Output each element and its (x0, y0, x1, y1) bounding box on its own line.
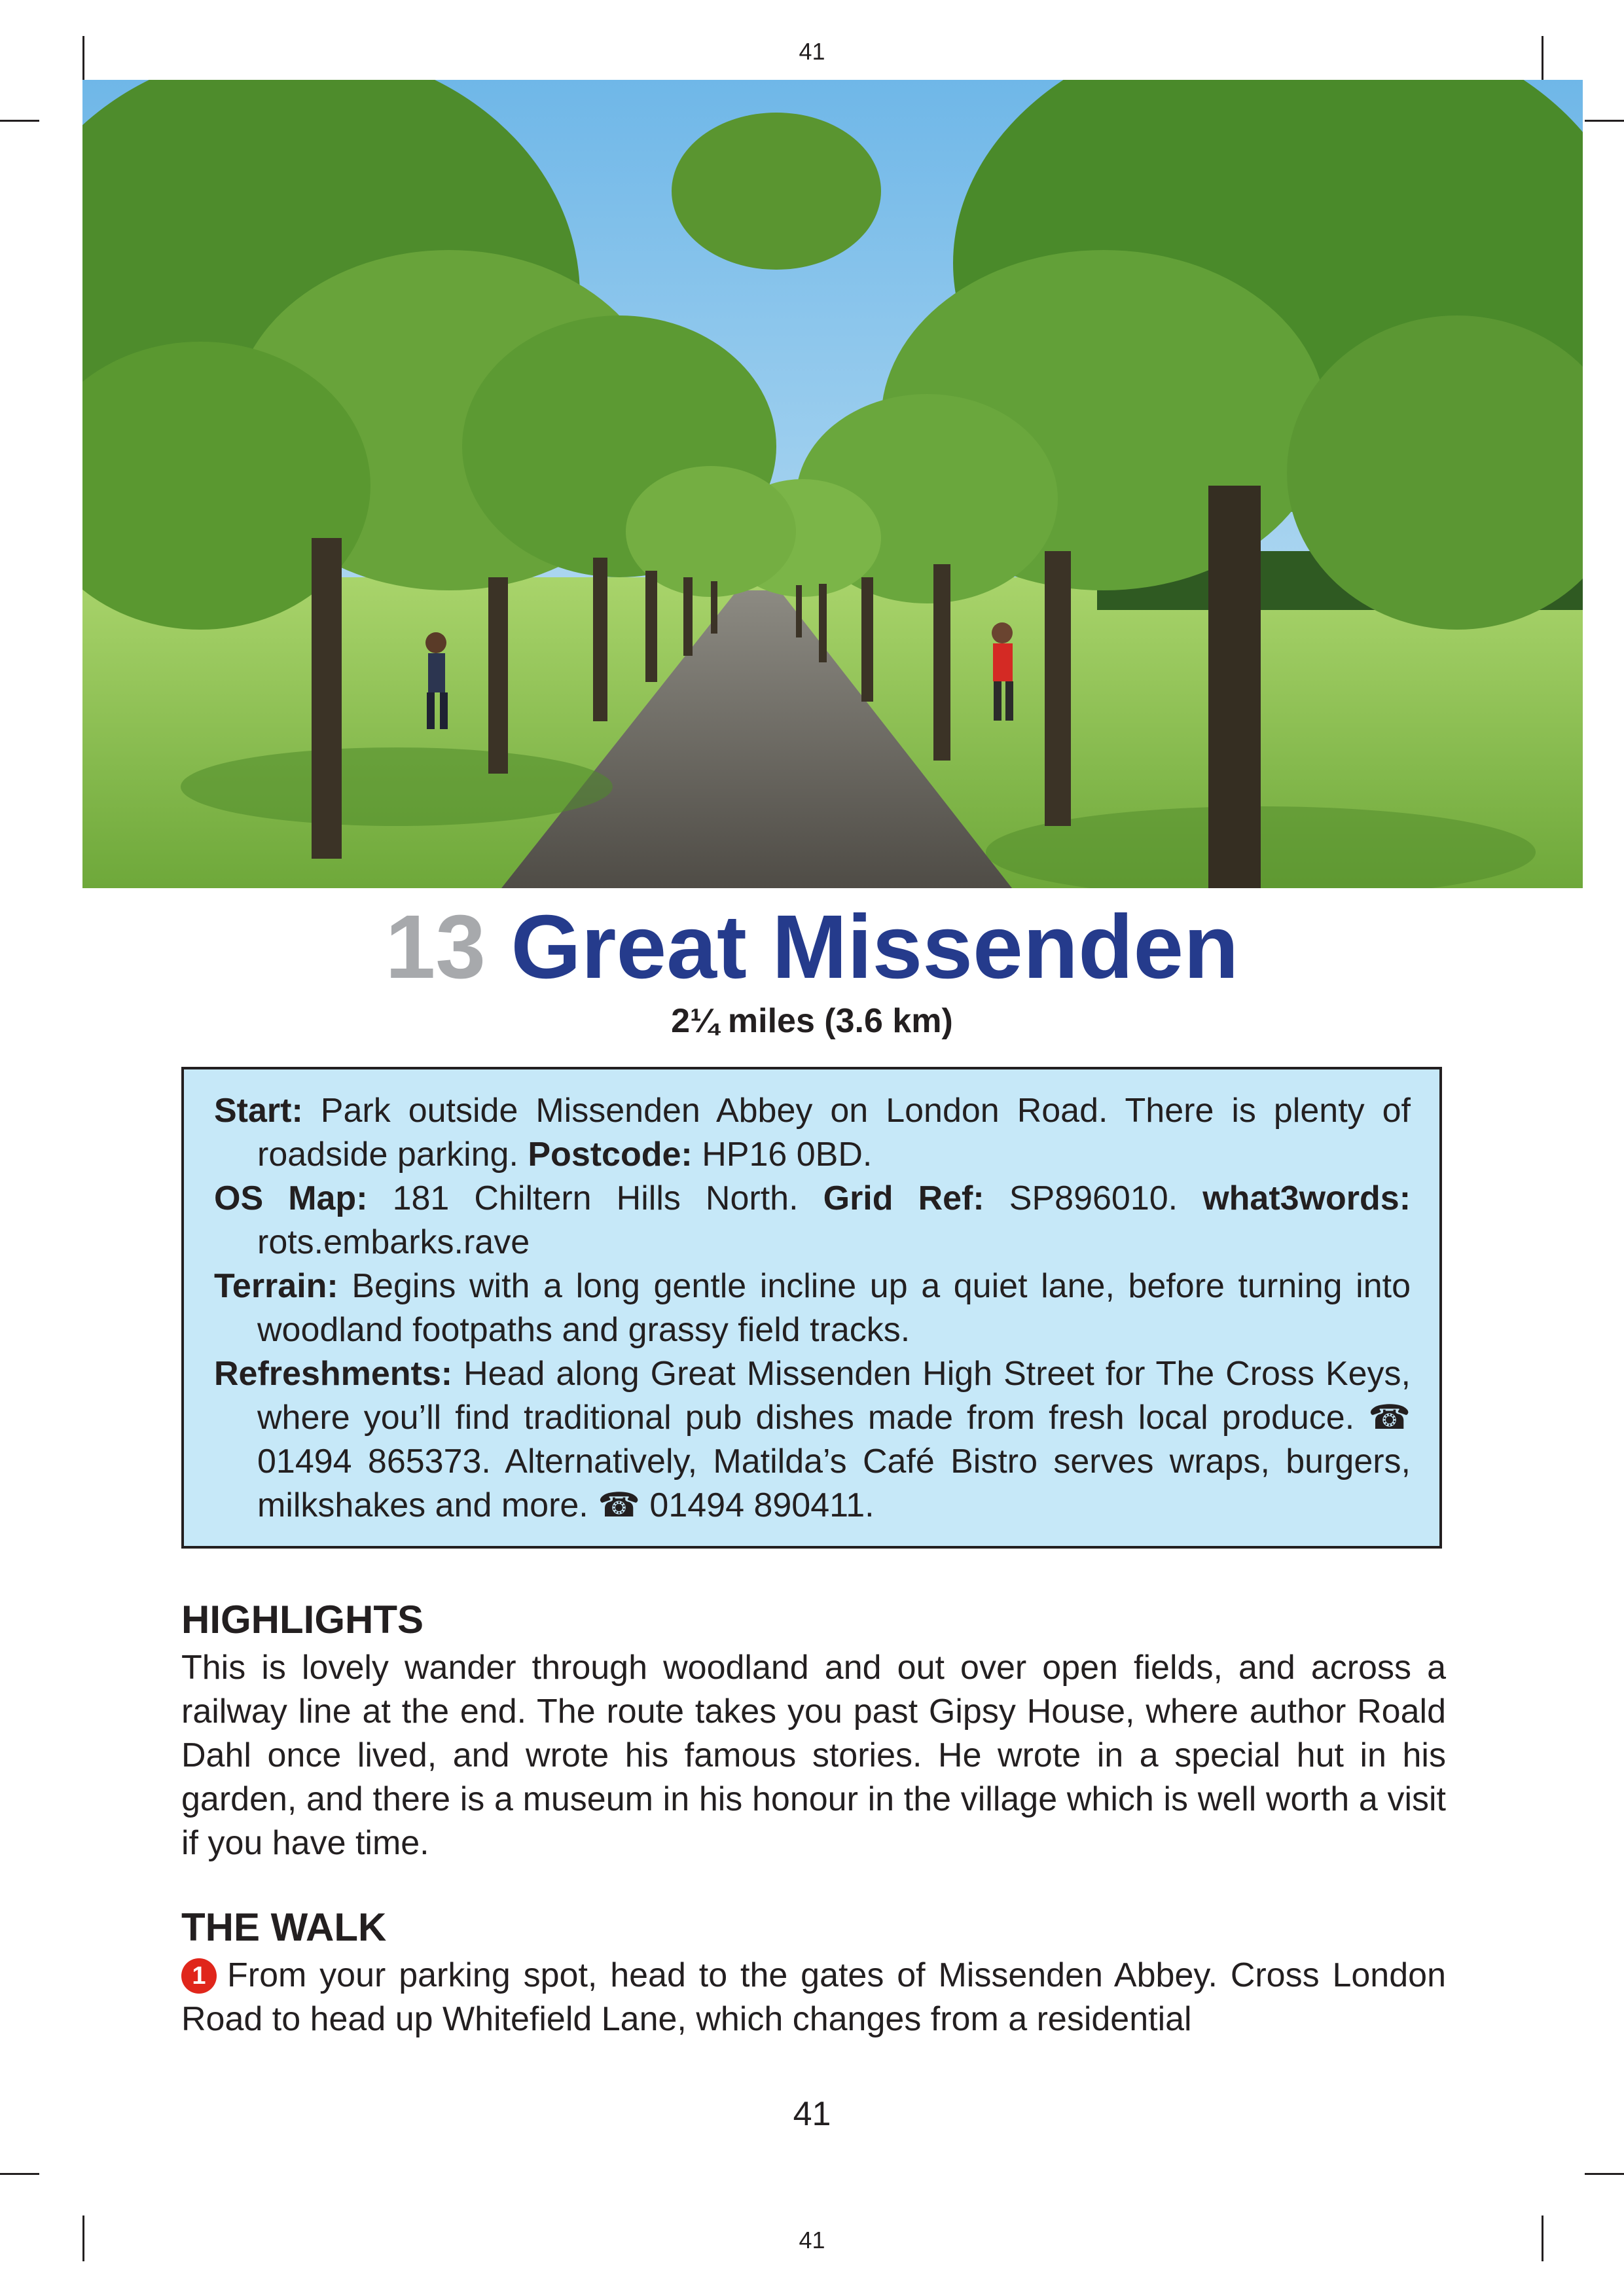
crop-mark (1585, 120, 1624, 122)
what3words-label: what3words: (1202, 1179, 1411, 1217)
postcode-text: HP16 0BD. (702, 1136, 873, 1174)
folio-bottom: 41 (799, 2227, 825, 2253)
osmap-label: OS Map: (214, 1179, 368, 1217)
walk-number: 13 (385, 897, 486, 997)
refreshments-label: Refreshments: (214, 1355, 453, 1393)
step-number-marker: 1 (181, 1958, 217, 1994)
tree-lined-path-photo (82, 80, 1583, 888)
start-text: Park outside Missenden Abbey on London Road. There is plenty of roadside parking. (257, 1092, 1411, 1174)
the-walk-heading: THE WALK (181, 1905, 387, 1949)
info-osmap (214, 1177, 1411, 1265)
postcode-label: Postcode: (528, 1136, 693, 1174)
terrain-text: Begins with a long gentle incline up a quiet lane, before turning into woodland footpaths and grassy field tracks. (257, 1267, 1411, 1349)
start-label: Start: (214, 1092, 303, 1130)
gridref-label: Grid Ref: (823, 1179, 984, 1217)
walk-step-1 (181, 1954, 1446, 2041)
terrain-label: Terrain: (214, 1267, 338, 1305)
walk-info-box (181, 1067, 1442, 1549)
crop-mark (0, 2173, 39, 2175)
gridref-text: SP896010. (1009, 1179, 1178, 1217)
walk-name: Great Missenden (511, 897, 1239, 997)
osmap-text: 181 Chiltern Hills North. (392, 1179, 799, 1217)
what3words-text: rots.embarks.rave (257, 1223, 530, 1261)
page-number: 41 (793, 2095, 831, 2133)
info-refreshments (214, 1352, 1411, 1528)
crop-mark (1585, 2173, 1624, 2175)
crop-mark (0, 120, 39, 122)
walk-distance: 2¼ miles (3.6 km) (671, 1002, 953, 1040)
highlights-text: This is lovely wander through woodland and out over open fields, and across a railway line at the end. The route takes you past Gipsy House, where author Roald Dahl once lived, and wrote his famous stories. He wrote in a special hut in his garden, and there is a museum in his honour in the village which is well worth a visit if you have time. (181, 1649, 1446, 1862)
info-start (214, 1089, 1411, 1177)
info-terrain (214, 1265, 1411, 1352)
highlights-heading: HIGHLIGHTS (181, 1598, 424, 1641)
folio-top: 41 (799, 38, 825, 65)
step-1-text: From your parking spot, head to the gates of Missenden Abbey. Cross London Road to head up Whitefield Lane, which changes from a residential (181, 1956, 1446, 2038)
refreshments-text: Head along Great Missenden High Street for The Cross Keys, where you’ll find traditional pub dishes made from fresh local produce. ☎ 01494 865373. Alternatively, Matilda’s Café Bistro serves wraps, burgers, milkshakes and more. ☎ 01494 890411. (257, 1355, 1411, 1524)
walk-title (0, 898, 1624, 996)
